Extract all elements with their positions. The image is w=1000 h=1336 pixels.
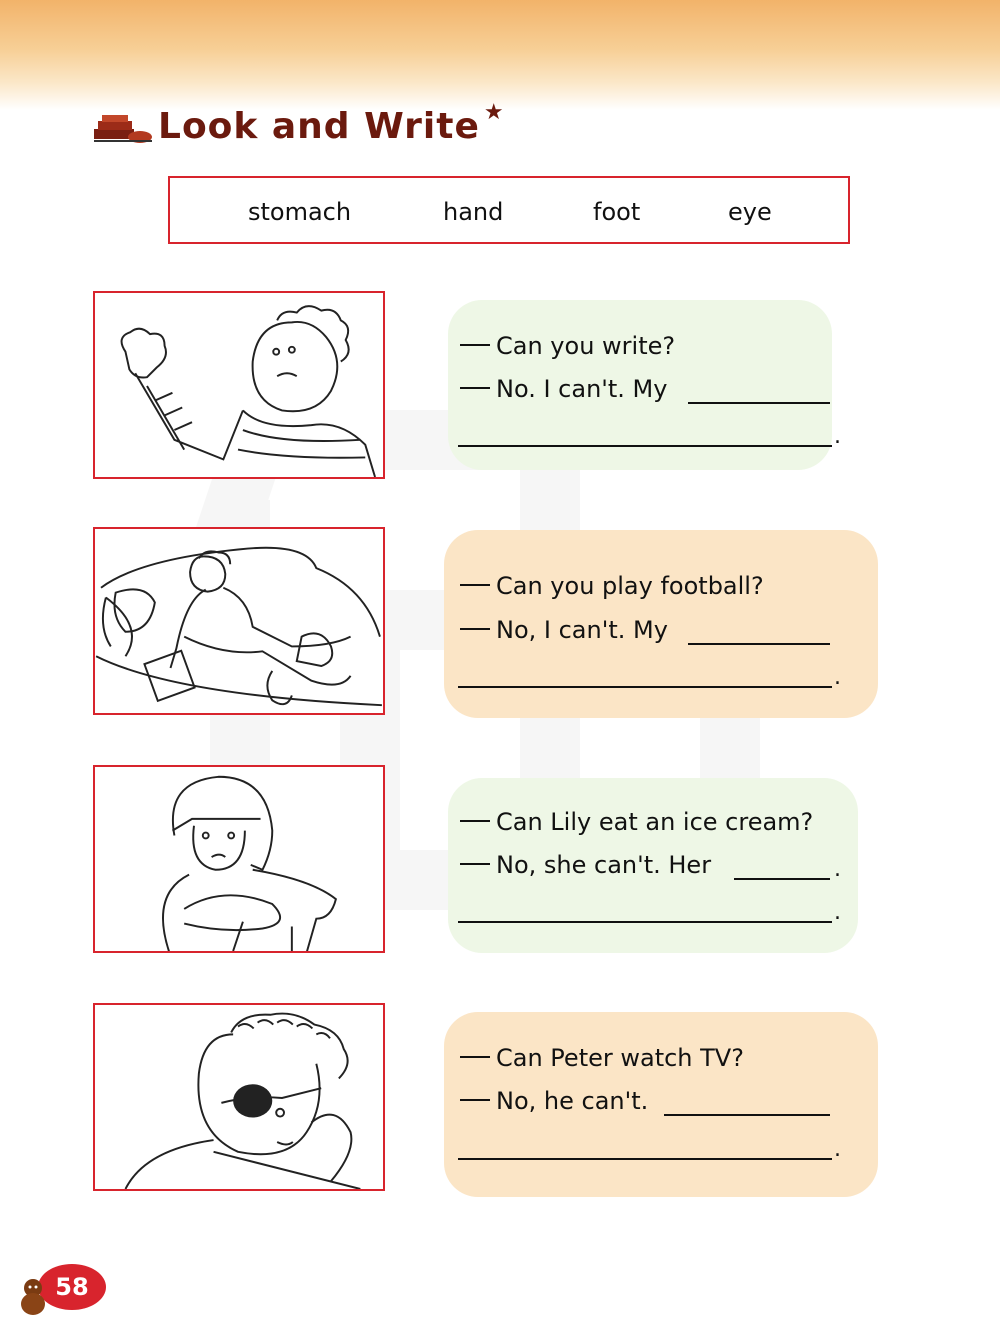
question-line-2 (460, 572, 764, 600)
answer-prefix: No, he can't. (496, 1087, 649, 1115)
word-bank-item: eye (728, 198, 772, 226)
question-line-1 (460, 332, 675, 360)
books-icon (92, 103, 156, 149)
boy-foot-illustration (95, 529, 383, 713)
answer-blank-3b[interactable] (458, 921, 832, 923)
dash-icon (460, 387, 490, 389)
section-header (92, 96, 504, 156)
girl-stomach-illustration (95, 767, 383, 951)
boy-eye-patch-illustration (95, 1005, 383, 1189)
top-decorative-band (0, 0, 1000, 110)
dash-icon (460, 863, 490, 865)
period-mark: . (834, 900, 841, 925)
answer-prefix: No, I can't. My (496, 616, 668, 644)
picture-bandaged-hand (93, 291, 385, 479)
question-text: Can you write? (496, 332, 676, 360)
answer-line-1 (460, 375, 667, 403)
dash-icon (460, 820, 490, 822)
period-mark: . (834, 857, 841, 882)
answer-blank-4b[interactable] (458, 1158, 832, 1160)
dash-icon (460, 584, 490, 586)
period-mark: . (834, 665, 841, 690)
boy-hand-illustration (95, 293, 383, 477)
dash-icon (460, 1099, 490, 1101)
word-bank-item: hand (443, 198, 504, 226)
question-line-3 (460, 808, 813, 836)
section-title: Look and Write (158, 105, 480, 147)
question-line-4 (460, 1044, 744, 1072)
answer-blank-2a[interactable] (688, 643, 830, 645)
star-icon: ★ (483, 99, 504, 125)
word-bank-item: foot (593, 198, 641, 226)
answer-blank-2b[interactable] (458, 686, 832, 688)
question-text: Can Peter watch TV? (496, 1044, 744, 1072)
answer-blank-1a[interactable] (688, 402, 830, 404)
page-number: 58 (38, 1264, 106, 1310)
period-mark: . (834, 1137, 841, 1162)
question-text: Can Lily eat an ice cream? (496, 808, 814, 836)
period-mark: . (834, 424, 841, 449)
dash-icon (460, 628, 490, 630)
answer-blank-4a[interactable] (664, 1114, 830, 1116)
answer-line-2 (460, 616, 668, 644)
answer-prefix: No. I can't. My (496, 375, 668, 403)
picture-stomach-ache (93, 765, 385, 953)
dash-icon (460, 1056, 490, 1058)
picture-eye-patch (93, 1003, 385, 1191)
monkey-mascot-icon (14, 1276, 52, 1316)
dash-icon (460, 344, 490, 346)
picture-bandaged-foot (93, 527, 385, 715)
answer-line-4 (460, 1087, 648, 1115)
answer-blank-3a[interactable] (734, 878, 830, 880)
word-bank (168, 176, 850, 244)
answer-blank-1b[interactable] (458, 445, 832, 447)
answer-line-3 (460, 851, 711, 879)
word-bank-item: stomach (248, 198, 352, 226)
question-text: Can you play football? (496, 572, 764, 600)
answer-prefix: No, she can't. Her (496, 851, 712, 879)
